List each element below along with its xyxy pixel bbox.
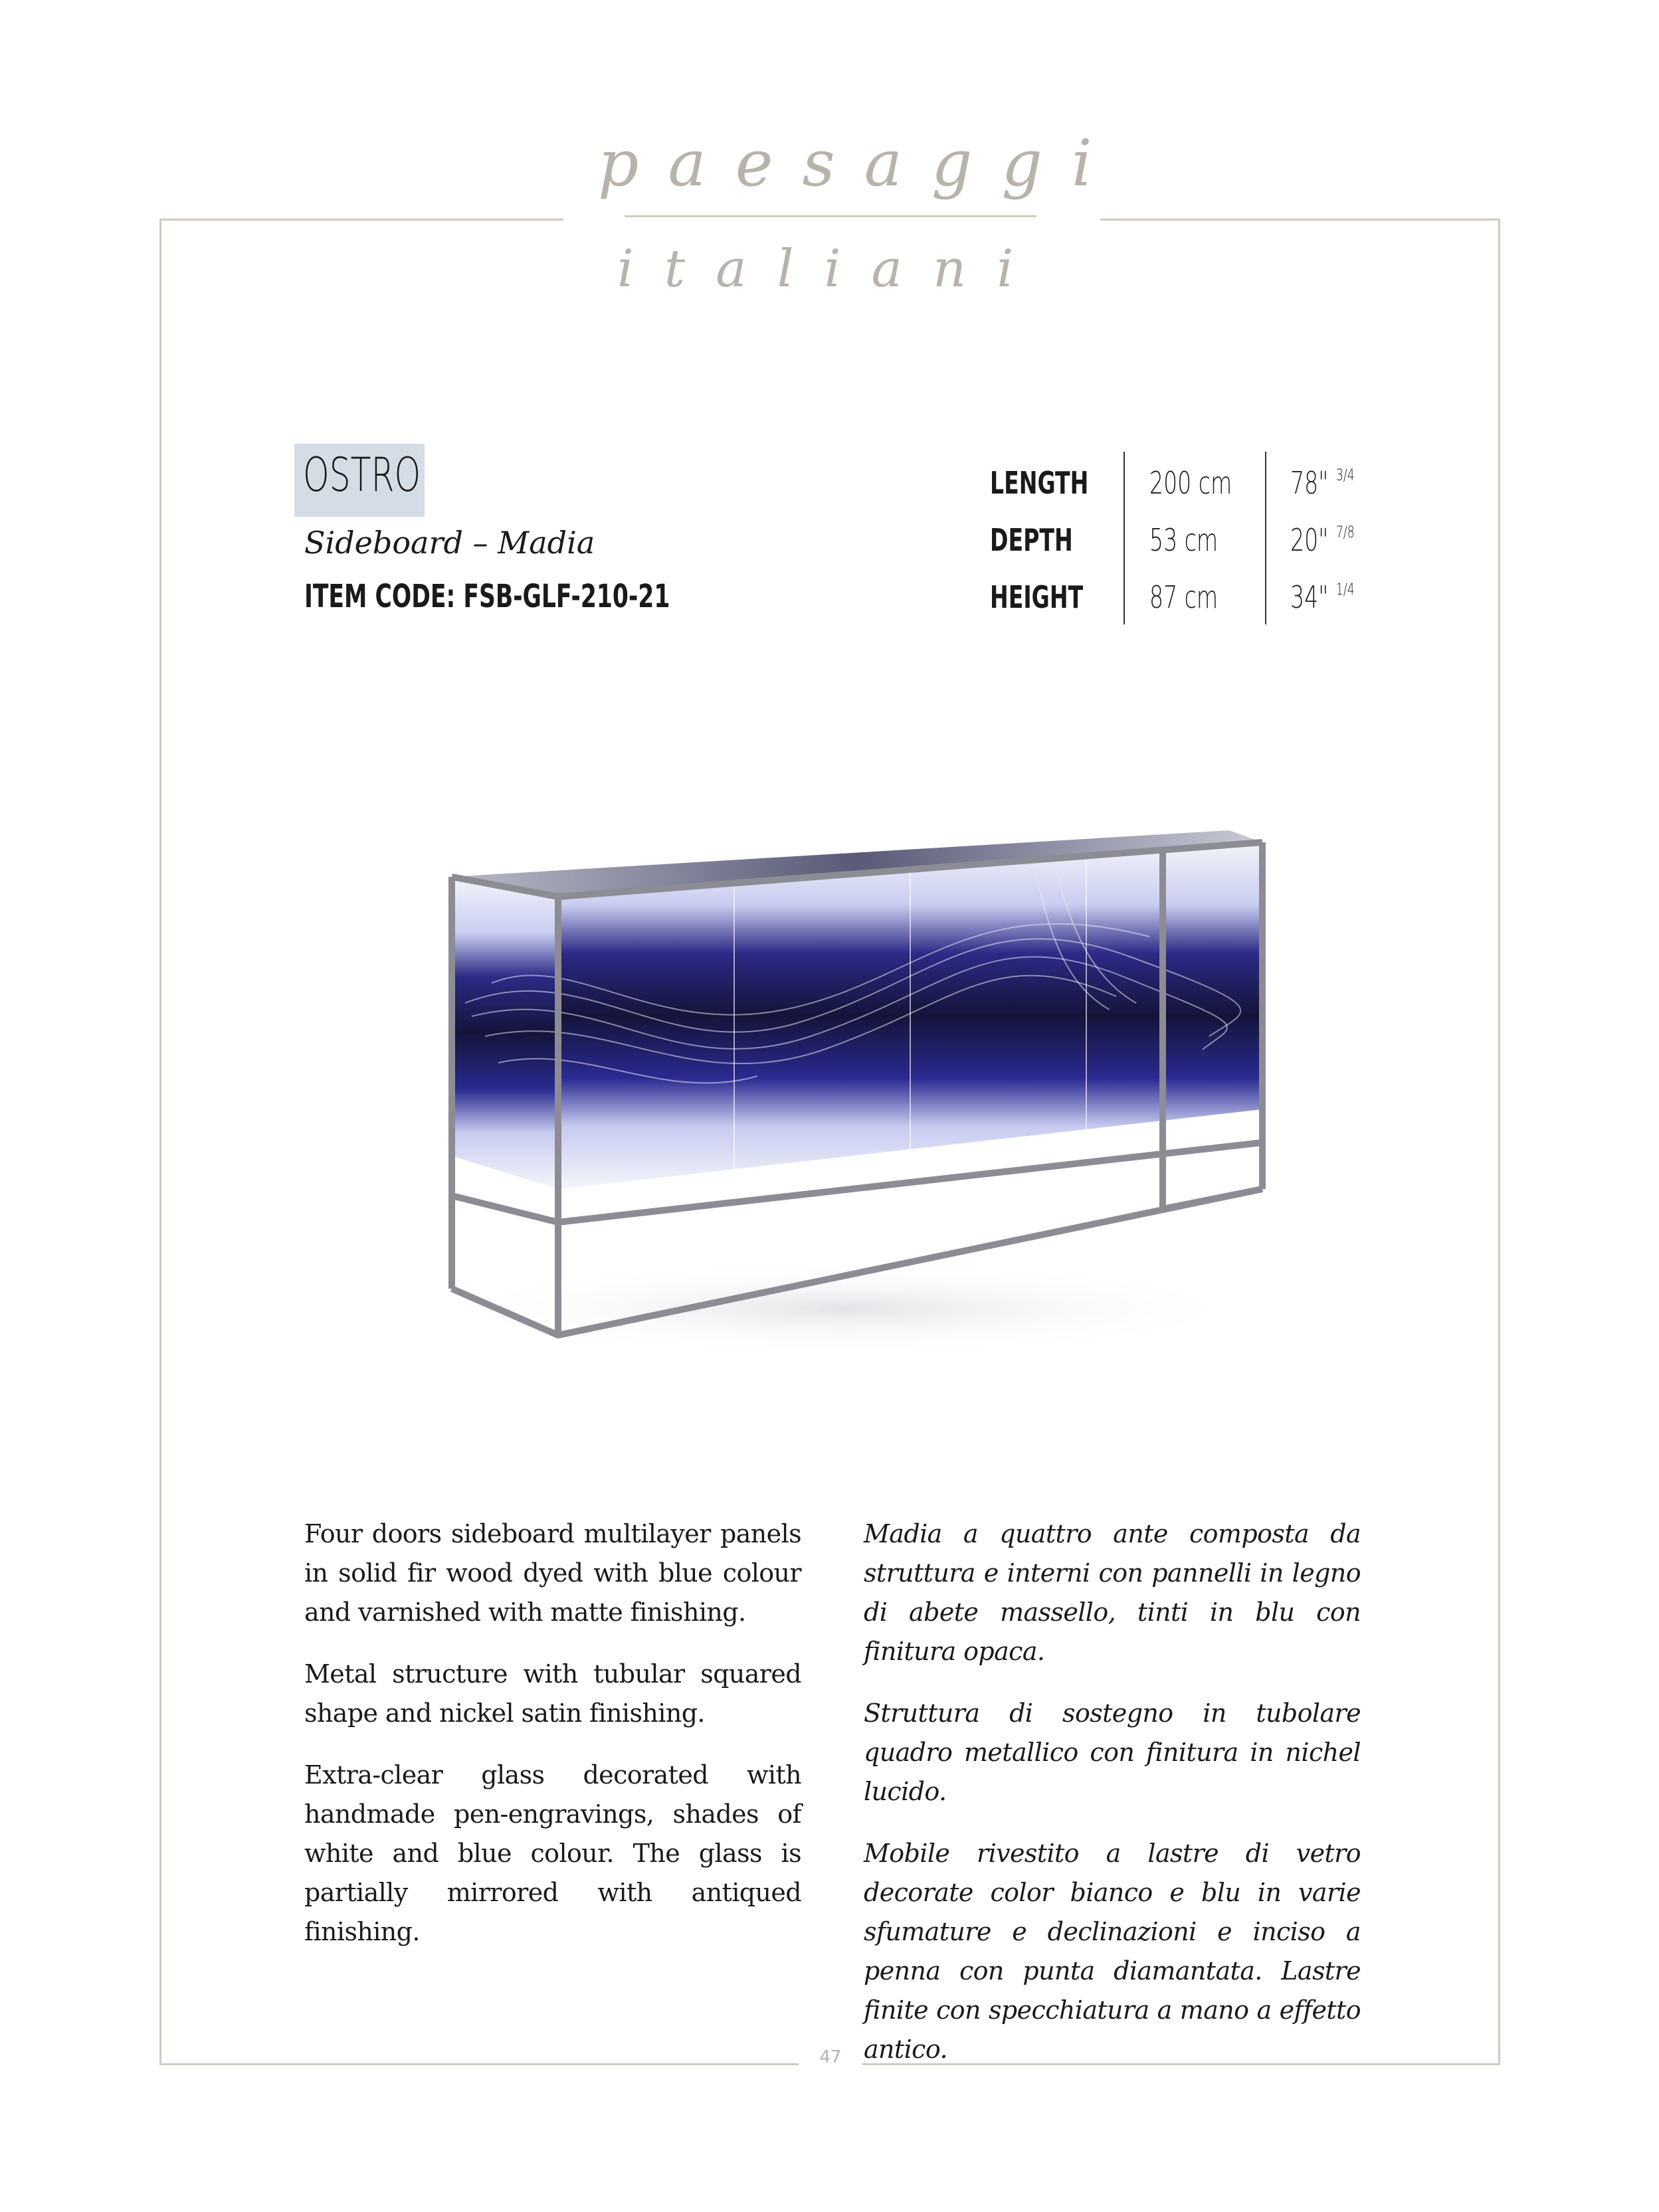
frame-bottom-left-line: [159, 2063, 799, 2065]
product-image: [385, 784, 1302, 1395]
dimension-label: HEIGHT: [990, 579, 1084, 615]
frame-right-line: [1498, 219, 1500, 2065]
dimension-row-height: [990, 579, 1389, 636]
description-paragraph: Struttura di sostegno in tubolare quadro metallico con finitura in nichel lucido.: [864, 1699, 1361, 1806]
dimension-inch: 34" $^{1/4}$: [1290, 579, 1355, 615]
frame-top-right-line: [1100, 219, 1500, 221]
dimensions-table: [990, 452, 1389, 624]
item-code: ITEM CODE: FSB-GLF-210-21: [304, 578, 670, 615]
description-italian: [864, 1515, 1361, 2092]
dimension-fraction: 1/4: [1335, 580, 1355, 599]
description-paragraph: Extra-clear glass decorated with handmade pen-engravings, shades of white and blue colour. The glass is partially mirrored with antiqued finishing.: [304, 1760, 801, 1946]
dimension-inch: 20" $^{7/8}$: [1290, 522, 1355, 558]
brand-logo-line2: italiani: [617, 239, 1044, 299]
description-paragraph: Metal structure with tubular squared shape and nickel satin finishing.: [304, 1659, 801, 1728]
brand-logo: [598, 126, 1122, 319]
product-name: OSTRO: [303, 448, 421, 502]
description-english: [304, 1515, 801, 1974]
product-subtitle: Sideboard – Madia: [304, 525, 595, 561]
dimension-cm: 87 cm: [1149, 579, 1219, 615]
page-number: 47: [819, 2047, 842, 2067]
dimension-cm: 200 cm: [1149, 465, 1232, 501]
dimension-row-length: [990, 465, 1389, 522]
frame-top-left-line: [159, 219, 563, 221]
brand-logo-line1: paesaggi: [598, 126, 1122, 201]
description-paragraph: Mobile rivestito a lastre di vetro decorate color bianco e blu in varie sfumature e declinazioni e inciso a penna con punta diamantata. Lastre finite con specchiatura a mano a effetto antico.: [864, 1839, 1361, 2064]
dimension-inch: 78" $^{3/4}$: [1290, 465, 1355, 501]
dimension-fraction: 7/8: [1335, 523, 1355, 541]
description-paragraph: Madia a quattro ante composta da struttura e interni con pannelli in legno di abete massello, tinti in blu con finitura opaca.: [864, 1519, 1361, 1666]
dimension-label: LENGTH: [990, 465, 1089, 501]
description-paragraph: Four doors sideboard multilayer panels in solid fir wood dyed with blue colour and varnished with matte finishing.: [304, 1519, 801, 1627]
dimension-fraction: 3/4: [1335, 466, 1355, 484]
dimension-label: DEPTH: [990, 522, 1073, 558]
dimension-row-depth: [990, 522, 1389, 579]
frame-left-line: [159, 219, 161, 2065]
dimension-cm: 53 cm: [1149, 522, 1219, 558]
brand-logo-rule: [625, 215, 1036, 217]
